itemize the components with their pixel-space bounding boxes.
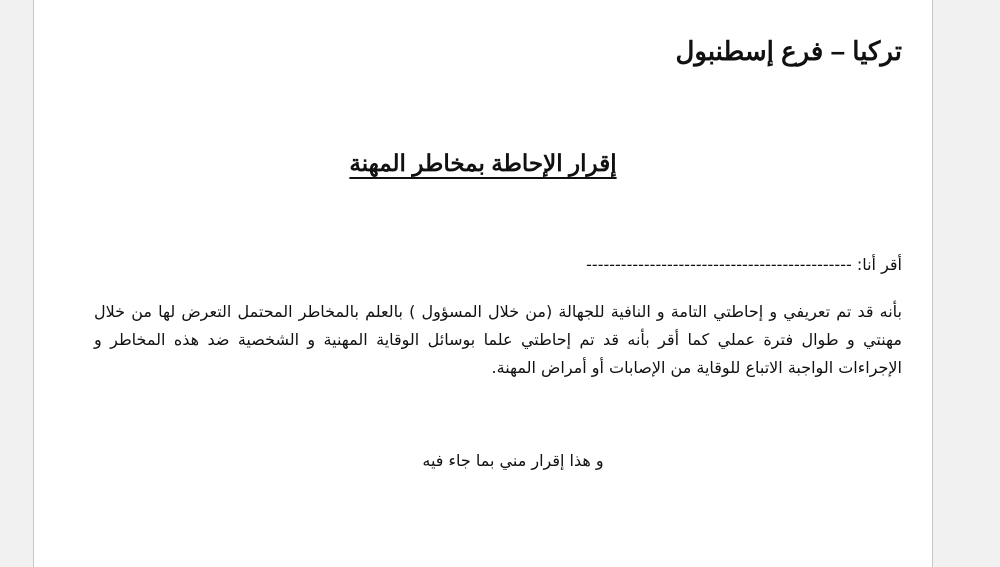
- declarant-line: [586, 255, 902, 274]
- branch-heading: تركيا – فرع إسطنبول: [675, 36, 902, 66]
- declaration-body: بأنه قد تم تعريفي و إحاطتي التامة و النافية للجهالة (من خلال المسؤول ) بالعلم بالمخاطر المحتمل التعرض لها من خلال مهنتي و طوال فترة عملي كما أقر بأنه قد تم إحاطتي علما بوسائل الوقاية المهنية و الشخصية ضد هذه المخاطر و الإجراءات الواجبة الاتباع للوقاية من الإصابات أو أمراض المهنة.: [94, 302, 902, 377]
- document-page: [33, 0, 933, 567]
- document-title: إقرار الإحاطة بمخاطر المهنة: [349, 150, 617, 176]
- closing-statement: و هذا إقرار مني بما جاء فيه: [422, 451, 604, 470]
- declarant-label: أقر أنا:: [856, 255, 902, 274]
- declarant-blank: ----------------------------------------------: [586, 255, 852, 274]
